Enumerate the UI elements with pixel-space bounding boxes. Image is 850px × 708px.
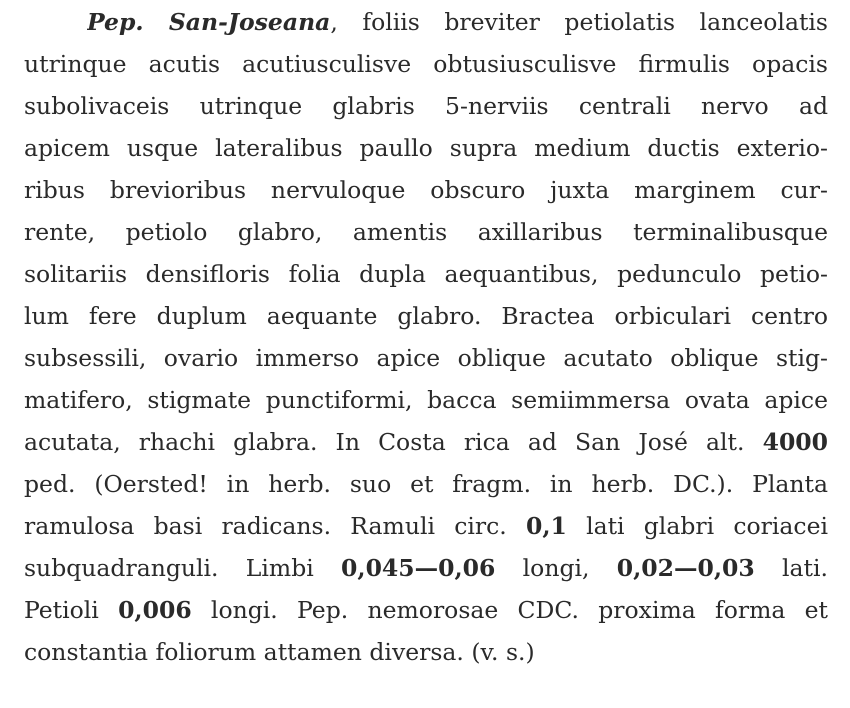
text-line-13 bbox=[24, 506, 828, 546]
text-line-4: apicem usque lateralibus paullo supra medium ductis exterio- bbox=[24, 134, 828, 162]
ramuli-width: 0,1 bbox=[525, 512, 567, 540]
line-1-text: , foliis breviter petiolatis lanceolatis bbox=[330, 8, 828, 36]
text-line-1 bbox=[87, 2, 828, 42]
species-name: Pep. San-Joseana bbox=[87, 8, 331, 36]
petioli-length: 0,006 bbox=[118, 596, 192, 624]
limbi-length: 0,045—0,06 bbox=[341, 554, 496, 582]
text-line-8: lum fere duplum aequante glabro. Bractea orbiculari centro bbox=[24, 302, 828, 330]
text-line-10: matifero, stigmate punctiformi, bacca semiimmersa ovata apice bbox=[24, 386, 828, 414]
text-line-2: utrinque acutis acutiusculisve obtusiusculisve firmulis opacis bbox=[24, 50, 828, 78]
altitude-value: 4000 bbox=[762, 428, 828, 456]
text-line-14 bbox=[24, 548, 828, 588]
text-line-6: rente, petiolo glabro, amentis axillaribus terminalibusque bbox=[24, 218, 828, 246]
line-13-text: ramulosa basi radicans. Ramuli circ. bbox=[24, 512, 526, 540]
text-line-7: solitariis densifloris folia dupla aequantibus, pedunculo petio- bbox=[24, 260, 828, 288]
text-line-15 bbox=[24, 590, 828, 630]
line-13-tail: lati glabri coriacei bbox=[566, 512, 828, 540]
line-14-text: subquadranguli. Limbi bbox=[24, 554, 342, 582]
line-14-mid: longi, bbox=[495, 554, 617, 582]
text-line-16: constantia foliorum attamen diversa. (v. s.) bbox=[24, 638, 535, 666]
line-14-tail: lati. bbox=[754, 554, 828, 582]
line-11-text: acutata, rhachi glabra. In Costa rica ad San José alt. bbox=[24, 428, 763, 456]
text-line-5: ribus brevioribus nervuloque obscuro juxta marginem cur- bbox=[24, 176, 828, 204]
text-line-3: subolivaceis utrinque glabris 5-nerviis centrali nervo ad bbox=[24, 92, 828, 120]
text-line-11 bbox=[24, 422, 828, 462]
text-line-12: ped. (Oersted! in herb. suo et fragm. in herb. DC.). Planta bbox=[24, 470, 828, 498]
line-15-tail: longi. Pep. nemorosae CDC. proxima forma et bbox=[191, 596, 828, 624]
text-line-9: subsessili, ovario immerso apice oblique acutato oblique stig- bbox=[24, 344, 828, 372]
line-15-text: Petioli bbox=[24, 596, 119, 624]
limbi-width: 0,02—0,03 bbox=[616, 554, 755, 582]
